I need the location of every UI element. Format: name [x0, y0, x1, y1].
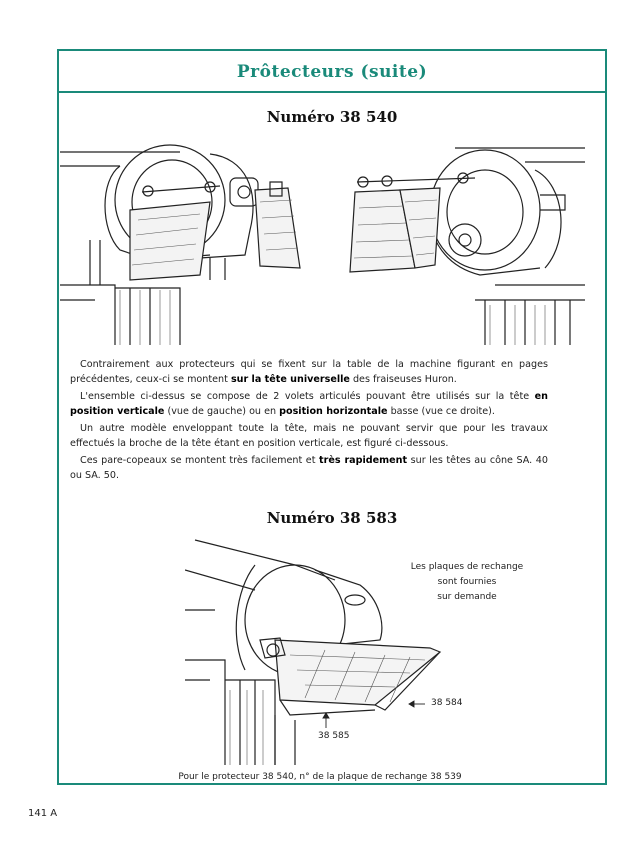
- page-title: Prôtecteurs (suite): [59, 51, 605, 93]
- page-number: 141 A: [28, 808, 58, 819]
- section-title-38540: Numéro 38 540: [266, 108, 398, 126]
- paragraph-1: [70, 358, 548, 387]
- p2-bold-d: position horizontale: [279, 405, 388, 417]
- section-title-38583: Numéro 38 583: [266, 509, 398, 527]
- part-label-38584: 38 584: [431, 698, 463, 708]
- illustration-head-vertical: [60, 140, 315, 345]
- paragraph-3: Un autre modèle enveloppant toute la tête, mais ne pouvant servir que pour les travaux effectués la broche de la tête étant en position verticale, est figuré ci-dessous.: [70, 423, 548, 449]
- p4-text-a: Ces pare-copeaux se montent très facilement et: [80, 455, 320, 466]
- p2-text-a: L'ensemble ci-dessus se compose de 2 volets articulés pouvant être utilisés sur la tête: [80, 391, 535, 402]
- p1-bold: sur la tête universelle: [230, 373, 350, 385]
- p4-bold: très rapidement: [319, 455, 408, 466]
- note-line-2: sont fournies: [437, 577, 497, 587]
- note-line-1: Les plaques de rechange: [410, 562, 524, 572]
- part-label-38585: 38 585: [318, 731, 350, 741]
- illustration-head-horizontal: [335, 140, 585, 345]
- note-line-3: sur demande: [437, 592, 497, 602]
- p2-bold-b: en position verticale: [70, 391, 548, 417]
- p1-text-c: des fraiseuses Huron.: [349, 373, 457, 385]
- p2-text-c: (vue de gauche) ou en: [164, 405, 280, 417]
- paragraph-2: [70, 390, 548, 419]
- description-text: [70, 358, 548, 486]
- replacement-plates-note: [392, 560, 542, 605]
- p4-text-c: sur les têtes au cône SA. 40 ou SA. 50.: [70, 455, 549, 481]
- paragraph-4: [70, 454, 548, 483]
- p1-text-a: Contrairement aux protecteurs qui se fixent sur la table de la machine figurant en pages précédentes, ceux-ci se montent: [70, 359, 548, 385]
- p2-text-e: basse (vue ce droite).: [387, 405, 495, 417]
- replacement-plate-caption: Pour le protecteur 38 540, n° de la plaque de rechange 38 539: [178, 772, 462, 782]
